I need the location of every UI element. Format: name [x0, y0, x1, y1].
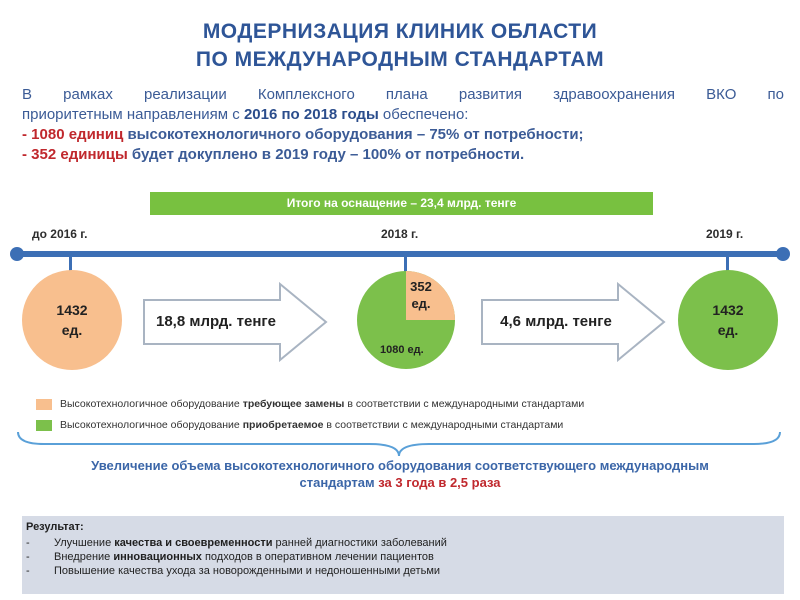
- intro-bullet-1: [22, 125, 784, 145]
- result-item-2-text: [54, 550, 434, 564]
- legend-orange-text: [60, 398, 584, 410]
- circle-2019-label: [678, 300, 778, 340]
- result-item-1-dash: -: [26, 537, 30, 549]
- pie-small-label: [406, 278, 436, 312]
- legend-green-post: в соответствии с международными стандартами: [323, 419, 564, 431]
- legend-orange-swatch: [36, 399, 52, 410]
- arrow-investment-1-label: 18,8 млрд. тенге: [156, 313, 276, 330]
- intro-bullet-2: [22, 145, 784, 165]
- year-label-2019: 2019 г.: [706, 227, 744, 241]
- circle-2019-value: 1432: [712, 302, 744, 318]
- legend-green-pre: Высокотехнологичное оборудование: [60, 419, 243, 431]
- timeline-bar: [14, 251, 784, 257]
- bullet-1-text: высокотехнологичного оборудования – 75% от потребности;: [123, 126, 584, 143]
- arrow-investment-2-label: 4,6 млрд. тенге: [500, 313, 612, 330]
- bullet-1-highlight: 1080 единиц: [31, 126, 124, 143]
- result-item-3: [26, 564, 766, 578]
- pie-large-label: 1080 ед.: [380, 344, 424, 356]
- result-heading: Результат:: [26, 521, 84, 533]
- result-item-1-text: [54, 536, 447, 550]
- intro-line-2-end: обеспечено:: [378, 106, 469, 123]
- title-line-2: ПО МЕЖДУНАРОДНЫМ СТАНДАРТАМ: [195, 48, 605, 71]
- brace-divider: [14, 430, 784, 458]
- result-item-3-text: Повышение качества ухода за новорожденными и недоношенными детьми: [54, 565, 441, 577]
- year-label-2018: 2018 г.: [381, 227, 419, 241]
- bullet-2-highlight: 352 единицы: [31, 146, 128, 163]
- result-item-2-dash: -: [26, 551, 30, 563]
- timeline-start-dot: [10, 247, 24, 261]
- result-item-1: [26, 536, 766, 550]
- year-label-before-2016: до 2016 г.: [32, 227, 88, 241]
- circle-2019-unit: ед.: [717, 322, 739, 338]
- increase-line-1: Увеличение объема высокотехнологичного оборудования соответствующего международным: [91, 458, 709, 473]
- legend-green-bold: приобретаемое: [242, 419, 324, 431]
- result-item-2-bold: инновационных: [113, 551, 202, 563]
- pie-small-value: 352: [410, 279, 432, 294]
- result-item-2: [26, 550, 766, 564]
- timeline-end-dot: [776, 247, 790, 261]
- bullet-2-dash: -: [22, 146, 32, 163]
- increase-statement: [20, 457, 780, 491]
- circle-before-2016-value: 1432: [56, 302, 88, 318]
- title-line-1: МОДЕРНИЗАЦИЯ КЛИНИК ОБЛАСТИ: [202, 20, 598, 43]
- bullet-1-dash: -: [22, 126, 32, 143]
- result-item-3-dash: -: [26, 565, 30, 577]
- circle-before-2016-label: [22, 300, 122, 340]
- increase-line-2-start: стандартам: [299, 475, 379, 490]
- result-item-1-post: ранней диагностики заболеваний: [272, 537, 447, 549]
- result-item-1-bold: качества и своевременности: [114, 537, 273, 549]
- intro-period: 2016 по 2018 годы: [243, 106, 379, 123]
- increase-highlight: за 3 года в 2,5 раза: [378, 475, 501, 490]
- result-item-2-post: подходов в оперативном лечении пациентов: [201, 551, 434, 563]
- result-item-1-pre: Улучшение: [54, 537, 115, 549]
- intro-line-1: В рамках реализации Комплексного плана развития здравоохранения ВКО по: [22, 86, 784, 103]
- intro-paragraph: [22, 85, 784, 165]
- result-item-2-pre: Внедрение: [54, 551, 114, 563]
- legend-orange-post: в соответствии с международными стандартами: [344, 398, 585, 410]
- legend-orange-pre: Высокотехнологичное оборудование: [60, 398, 243, 410]
- intro-line-2: [22, 105, 784, 125]
- bullet-2-text: будет докуплено в 2019 году – 100% от потребности.: [127, 146, 525, 163]
- total-funding-banner: Итого на оснащение – 23,4 млрд. тенге: [150, 192, 653, 215]
- increase-line-2: [20, 474, 780, 491]
- pie-small-unit: ед.: [411, 296, 431, 311]
- slide-title: [0, 18, 800, 74]
- intro-line-2-start: приоритетным направлениям с: [22, 106, 244, 123]
- legend-orange-bold: требующее замены: [242, 398, 345, 410]
- result-list: [26, 536, 766, 578]
- circle-before-2016-unit: ед.: [61, 322, 83, 338]
